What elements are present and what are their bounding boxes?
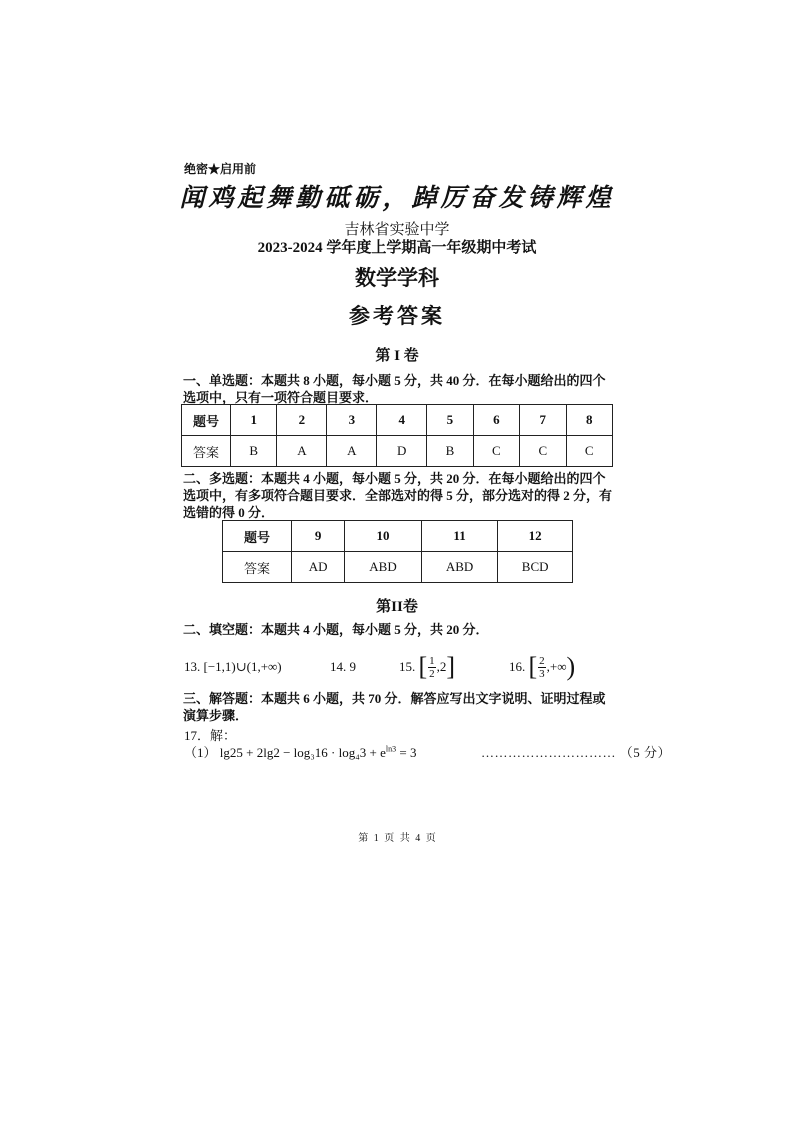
table-row bbox=[182, 405, 613, 436]
section-4-heading: 三、解答题：本题共 6 小题，共 70 分．解答应写出文字说明、证明过程或演算步骤． bbox=[183, 691, 606, 723]
answer-cell: C bbox=[473, 436, 519, 467]
answer-label: 答案 bbox=[223, 552, 292, 583]
volume-1-heading: 第 I 卷 bbox=[375, 348, 419, 364]
question-number: 12 bbox=[498, 521, 573, 552]
question-number: 10 bbox=[345, 521, 422, 552]
question-label: 15. bbox=[399, 659, 416, 674]
question-number: 5 bbox=[427, 405, 473, 436]
question-number: 11 bbox=[421, 521, 498, 552]
answer-cell: AD bbox=[292, 552, 345, 583]
confidential-label: 绝密★启用前 bbox=[184, 162, 257, 176]
answer-cell: A bbox=[327, 436, 377, 467]
answer-cell: C bbox=[566, 436, 612, 467]
fill-in-answers bbox=[184, 649, 624, 685]
expression: lg25 + 2lg2 − log₃16 · log₄3 + e bbox=[219, 745, 386, 760]
question-number: 9 bbox=[292, 521, 345, 552]
part-label: （1） bbox=[184, 745, 217, 760]
answer-cell: ABD bbox=[421, 552, 498, 583]
answer-value: [−1,1)∪(1,+∞) bbox=[203, 659, 282, 674]
page-footer: 第 1 页 共 4 页 bbox=[358, 833, 436, 844]
question-label: 16. bbox=[509, 659, 526, 674]
subject-title: 数学学科 bbox=[355, 266, 439, 290]
answer-cell: D bbox=[377, 436, 427, 467]
left-bracket: [ bbox=[418, 652, 428, 681]
answer-cell: BCD bbox=[498, 552, 573, 583]
question-number: 2 bbox=[277, 405, 327, 436]
fraction bbox=[428, 655, 436, 680]
answer-16 bbox=[509, 649, 575, 685]
answer-cell: C bbox=[520, 436, 566, 467]
numerator: 2 bbox=[539, 654, 545, 667]
answer-key-title: 参考答案 bbox=[349, 304, 445, 328]
question-number: 7 bbox=[520, 405, 566, 436]
question-number-label: 题号 bbox=[223, 521, 292, 552]
section-3-heading: 二、填空题：本题共 4 小题，每小题 5 分，共 20 分． bbox=[183, 622, 489, 637]
school-name: 吉林省实验中学 bbox=[344, 221, 450, 238]
question-number: 4 bbox=[377, 405, 427, 436]
numerator: 1 bbox=[429, 654, 435, 667]
answer-rest: ,+∞ bbox=[546, 659, 567, 674]
slogan-calligraphy: 闻鸡起舞勤砥砺，踔厉奋发铸辉煌 bbox=[179, 185, 615, 212]
answer-cell: ABD bbox=[345, 552, 422, 583]
score-text: （5 分） bbox=[619, 745, 672, 760]
exponent: ln3 bbox=[385, 744, 397, 754]
exam-title: 2023-2024 学年度上学期高一年级期中考试 bbox=[257, 240, 537, 256]
question-number: 8 bbox=[566, 405, 612, 436]
multi-choice-answer-table bbox=[222, 520, 573, 583]
answer-cell: A bbox=[277, 436, 327, 467]
answer-cell: B bbox=[231, 436, 277, 467]
section-1-heading: 一、单选题：本题共 8 小题，每小题 5 分，共 40 分．在每小题给出的四个选项中，只有一项符合题目要求． bbox=[183, 373, 606, 405]
table-row bbox=[182, 436, 613, 467]
problem-17-label: 17．解： bbox=[184, 728, 237, 743]
answer-rest: ,2 bbox=[436, 659, 447, 674]
leader-dots: ………………………… bbox=[481, 745, 616, 760]
table-row bbox=[223, 552, 573, 583]
question-number-label: 题号 bbox=[182, 405, 231, 436]
question-number: 1 bbox=[231, 405, 277, 436]
result: = 3 bbox=[396, 745, 417, 760]
question-number: 6 bbox=[473, 405, 519, 436]
answer-13 bbox=[184, 649, 282, 685]
answer-value: 9 bbox=[349, 659, 356, 674]
answer-label: 答案 bbox=[182, 436, 231, 467]
question-number: 3 bbox=[327, 405, 377, 436]
denominator: 2 bbox=[429, 667, 435, 680]
score-line bbox=[481, 742, 671, 761]
answer-cell: B bbox=[427, 436, 473, 467]
problem-17-part-1 bbox=[184, 742, 416, 761]
right-bracket: ] bbox=[446, 652, 456, 681]
section-2-heading: 二、多选题：本题共 4 小题，每小题 5 分，共 20 分．在每小题给出的四个选项中，有多项符合题目要求．全部选对的得 5 分，部分选对的得 2 分，有选错的得 0 分． bbox=[183, 471, 613, 520]
table-row bbox=[223, 521, 573, 552]
question-label: 14. bbox=[330, 659, 347, 674]
answer-15 bbox=[399, 649, 455, 685]
denominator: 3 bbox=[539, 667, 545, 680]
right-paren: ) bbox=[566, 652, 576, 681]
question-label: 13. bbox=[184, 659, 201, 674]
volume-2-heading: 第II卷 bbox=[376, 599, 418, 615]
answer-14 bbox=[330, 649, 356, 685]
left-bracket: [ bbox=[528, 652, 538, 681]
fraction bbox=[538, 655, 546, 680]
single-choice-answer-table bbox=[181, 404, 613, 467]
